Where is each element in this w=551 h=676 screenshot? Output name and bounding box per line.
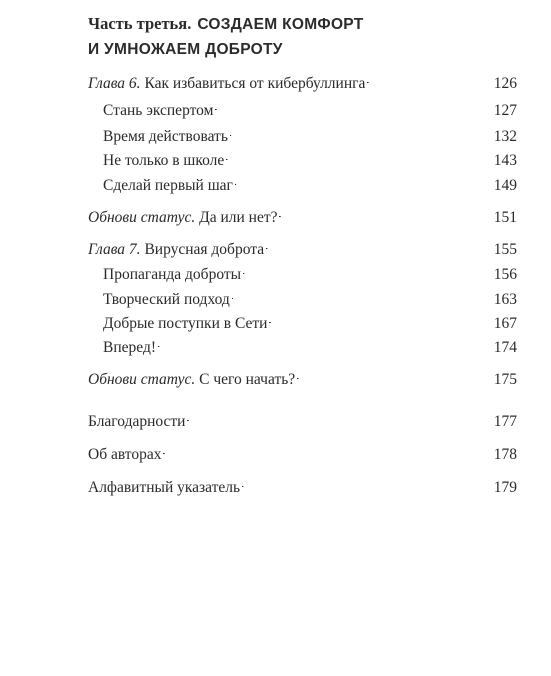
dot-leader (158, 332, 493, 352)
toc-page-number: 163 (493, 291, 517, 308)
dot-leader (266, 234, 493, 254)
toc-page-number: 155 (493, 241, 517, 258)
toc-page-number: 151 (493, 209, 517, 226)
toc-entry-text: Благодарности (88, 413, 186, 430)
dot-leader (269, 308, 492, 328)
toc-entry-text: Творческий подход (103, 291, 230, 308)
toc-entry-section[interactable] (103, 308, 517, 334)
toc-entry-title (88, 74, 367, 94)
toc-page-number: 177 (493, 413, 517, 430)
toc-entry-authors[interactable] (88, 439, 517, 465)
toc-entry-section[interactable] (103, 332, 517, 358)
part-title-line2: И УМНОЖАЕМ ДОБРОТУ (88, 41, 283, 58)
toc-entry-prefix: Обнови статус. (88, 371, 196, 388)
toc-entry-prefix: Глава 6. (88, 75, 141, 92)
toc-page-number: 126 (493, 75, 517, 92)
toc-entry-section[interactable] (103, 170, 517, 196)
toc-entry-chapter-6[interactable] (88, 68, 517, 94)
toc-page-number: 156 (493, 266, 517, 283)
toc-page-number: 143 (493, 152, 517, 169)
toc-entry-text: Добрые поступки в Сети (103, 315, 268, 332)
toc-entry-text: Да или нет? (195, 209, 278, 226)
toc-entry-prefix: Глава 7. (88, 241, 141, 258)
toc-page-number: 174 (493, 339, 517, 356)
toc-entry-acknowledgements[interactable] (88, 406, 517, 432)
toc-entry-text: Как избавиться от кибербуллинга (140, 75, 366, 92)
toc-entry-text: Об авторах (88, 446, 162, 463)
toc-entry-text: Время действовать (103, 128, 228, 145)
toc-entry-chapter-7[interactable] (88, 234, 517, 260)
toc-entry-section[interactable] (103, 121, 517, 147)
toc-page-number: 178 (493, 446, 517, 463)
dot-leader (230, 121, 493, 141)
toc-entry-text: Вирусная доброта (140, 241, 265, 258)
toc-entry-text: Сделай первый шаг (103, 177, 233, 194)
toc-page-number: 167 (493, 315, 517, 332)
toc-page-number: 127 (493, 102, 517, 119)
toc-entry-prefix: Обнови статус. (88, 209, 196, 226)
toc-entry-section[interactable] (103, 95, 517, 121)
part-title-line1: СОЗДАЕМ КОМФОРТ (197, 16, 364, 33)
toc-page-number: 179 (493, 479, 517, 496)
toc-entry-text: Пропаганда доброты (103, 266, 242, 283)
toc-page-number: 149 (493, 177, 517, 194)
toc-entry-text: Алфавитный указатель (88, 479, 241, 496)
part-label: Часть третья. (88, 14, 192, 33)
dot-leader (243, 259, 493, 279)
toc-entry-section[interactable] (103, 259, 517, 285)
toc-entry-status[interactable] (88, 202, 517, 228)
toc-page-number: 175 (493, 371, 517, 388)
part-heading (88, 12, 518, 62)
toc-entry-title (88, 208, 279, 228)
toc-entry-section[interactable] (103, 284, 517, 310)
toc-entry-title (88, 370, 297, 390)
dot-leader (242, 472, 493, 492)
toc-entry-text: Не только в школе (103, 152, 225, 169)
toc-entry-title (88, 240, 266, 260)
dot-leader (235, 170, 493, 190)
toc-entry-index[interactable] (88, 472, 517, 498)
dot-leader (367, 68, 492, 88)
dot-leader (297, 364, 493, 384)
dot-leader (226, 145, 492, 165)
toc-entry-status[interactable] (88, 364, 517, 390)
toc-entry-text: Вперед! (103, 339, 156, 356)
toc-page-number: 132 (493, 128, 517, 145)
toc-entry-text: С чего начать? (195, 371, 296, 388)
dot-leader (187, 406, 492, 426)
toc-entry-text: Стань экспертом (103, 102, 214, 119)
dot-leader (232, 284, 493, 304)
dot-leader (279, 202, 492, 222)
dot-leader (215, 95, 492, 115)
toc-entry-section[interactable] (103, 145, 517, 171)
dot-leader (163, 439, 492, 459)
